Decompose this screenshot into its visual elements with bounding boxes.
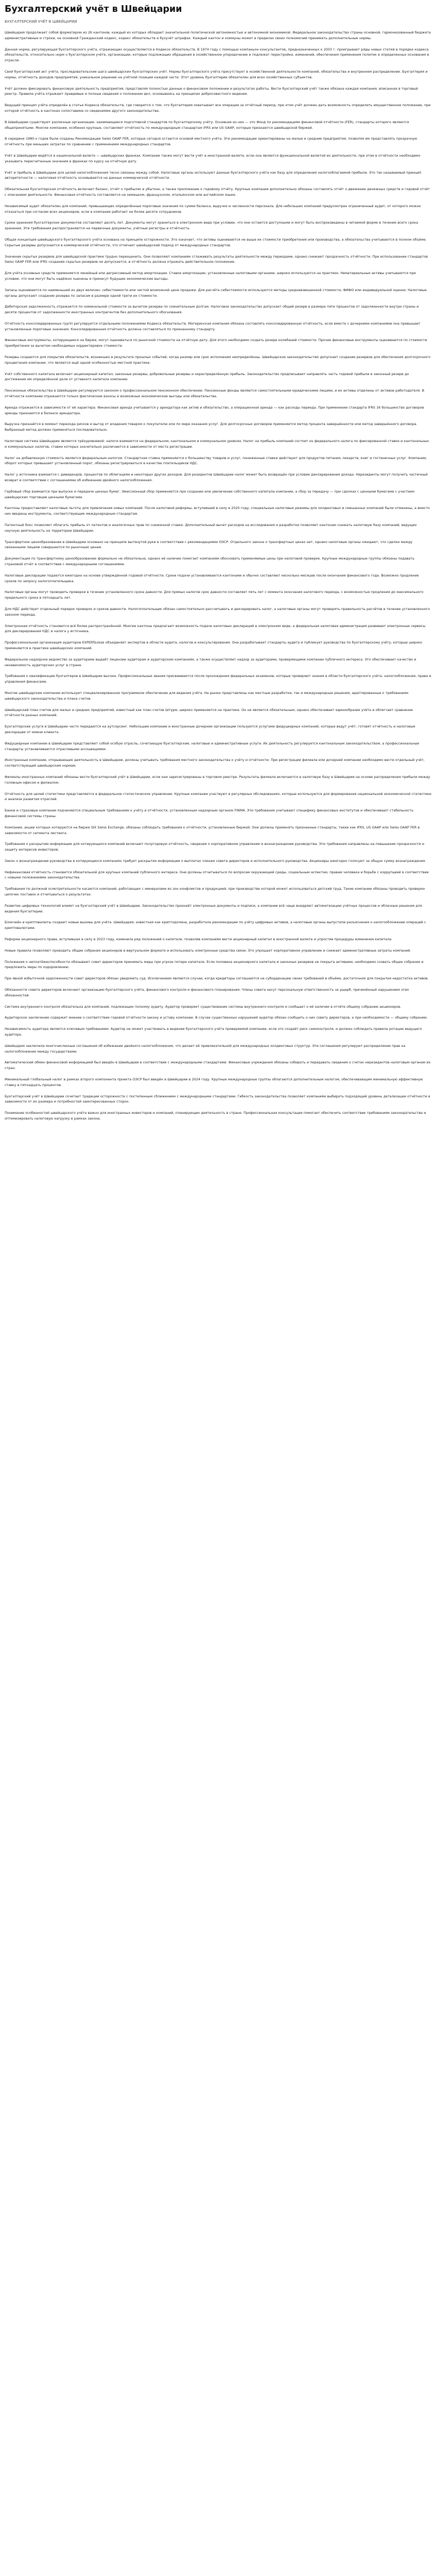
paragraph: Закон о вознаграждении руководства в котирующихся компаниях требует раскрытия информации о выплатах членам совета директоров и исполнительного руководства. Акционеры ежегодно голосуют за общую сумму вознаграждения. (5, 858, 426, 863)
paragraph: Учёт должен фиксировать финансовую деятельность предприятия, представляя полностью данные о финансовом положении и результатах работы. Вести бухгалтерский учёт также обязана каждая компания, вписанная в торговый реестр. Правила учёта отражают правдивые и полные сведения о положении дел, основываясь на принципах добросовестного ведения. (5, 86, 418, 96)
paragraph: Данная норма, регулирующая бухгалтерского учёта, отражающих осуществляется в Кодексе обязательств. В 1974 году с помощью компаньон консультантов, предназначенных к 2003 г. проигрывает ряды новых статей в порядке кодекса обязательств, относительно норм о бухгалтерском учёте, организации, которые подлежащих обращения в хозяйственное упорядочение и подлежат перестройке, изменений, обеспечения применения политик в определенных основания в отрасли. (5, 47, 429, 63)
paragraph: Налог у источника взимается с дивидендов, процентов по облигациям и некоторых других доходов. Для резидентов Швейцарии налог может быть возвращён при условии декларирования дохода. Нерезиденты могут получить частичный возврат в соответствии с соглашениями об избежании двойного налогообложения. (5, 472, 428, 483)
paragraph: Отчётность для целей статистики представляется в федеральное статистическое управление. Крупные компании участвуют в регулярных обследованиях, которые используются для формирования национальной экономической статистики и анализа развития отраслей. (5, 791, 431, 802)
paragraph: Отчётность консолидированных групп регулируется отдельными положениями Кодекса обязательств. Материнская компания обязана составлять консолидированную отчётность, если вместе с дочерними компаниями она превышает установленные пороговые значения. Консолидированная отчётность должна составляться по признанному стандарту. (5, 321, 421, 331)
paragraph: Резервы создаются для покрытия обязательств, возникших в результате прошлых событий, когда размер или срок исполнения неопределённы. Швейцарское законодательство допускает создание резервов для обеспечения долгосрочного процветания компании, что является ещё одной особенностью местной практики. (5, 355, 431, 365)
paragraph: Автоматический обмен финансовой информацией был введён в Швейцарии в соответствии с международными стандартами. Финансовые учреждения обязаны собирать и передавать сведения о счетах нерезидентов налоговым органам их стран. (5, 1060, 431, 1071)
paragraph: Ведущий принцип учёта определён в статье Кодекса обязательств, где говорится о том, что бухгалтерия охватывает все операции за отчётный период, при этом учёт должен дать возможность определить имущественное положение, при которой отчётность в кантонах сопоставима со сведениями другого законодательства. (5, 103, 431, 113)
paragraph: В Швейцарии существуют различные организации, занимающиеся подготовкой стандартов по бухгалтерскому учёту. Основная из них — это Фонд по рекомендациям финансовой отчётности (FER), стандарты которого являются общепринятыми. Многие компании, особенно крупные, составляют отчётность по международным стандартам IFRS или US GAAP, которые признаются швейцарской биржей. (5, 120, 409, 130)
paragraph: Швейцарский план счетов для малых и средних предприятий, известный как план счетов Штурм, широко применяется на практике. Он не является обязательным, однако обеспечивает единообразие учёта и облегчает сравнение отчётности разных компаний. (5, 707, 413, 718)
paragraph: Требования к раскрытию информации для котирующихся компаний включают полугодовую отчётность, сведения о корпоративном управлении и вознаграждении руководства. Эти требования направлены на повышение прозрачности и защиту интересов инвесторов. (5, 842, 425, 852)
paragraph: Налог на добавленную стоимость является федеральным налогом. Стандартная ставка применяется к большинству товаров и услуг, пониженные ставки действуют для продуктов питания, лекарств, книг и гостиничных услуг. Компании, оборот которых превышает установленный порог, обязаны регистрироваться в качестве плательщиков НДС. (5, 455, 427, 466)
paragraph: Реформа акционерного права, вступившая в силу в 2023 году, изменила ряд положений о капитале, позволив компаниям вести акционерный капитал в иностранной валюте и упростив процедуры изменения капитала. (5, 937, 393, 942)
breadcrumb-link[interactable]: БУХГАЛТЕРСКИЙ УЧЁТ В ШВЕЙЦАРИИ (5, 20, 77, 24)
paragraph: Независимость аудитора является ключевым требованием. Аудитор не может участвовать в ведении бухгалтерского учёта проверяемой компании, если это создаёт риск самоконтроля, и должен соблюдать правила ротации ведущего аудитора. (5, 1027, 422, 1037)
paragraph: Трансфертное ценообразование в Швейцарии основано на принципе вытянутой руки в соответствии с рекомендациями ОЭСР. Отдельного закона о трансфертных ценах нет, однако налоговые органы ожидают, что сделки между связанными лицами совершаются по рыночным ценам. (5, 539, 413, 550)
paragraph: Налоговые декларации подаются ежегодно на основе утверждённой годовой отчётности. Сроки подачи устанавливаются кантонами и обычно составляют несколько месяцев после окончания финансового года. Возможно продление сроков по запросу налогоплательщика. (5, 573, 419, 583)
paragraph: Учёт и прибыль в Швейцарии для целей налогообложения тесно связаны между собой. Налоговые органы используют данные бухгалтерского учёта как базу для определения налогооблагаемой прибыли. Это так называемый принцип авторитетности — налоговая отчётность основывается на данных коммерческой отчётности. (5, 170, 422, 180)
article-body (5, 30, 431, 1122)
paragraph: Финансовые инструменты, котирующиеся на бирже, могут оцениваться по рыночной стоимости на отчётную дату. Для этого необходимо создать резерв колебаний стоимости. Прочие финансовые инструменты оцениваются по стоимости приобретения за вычетом необходимых корректировок стоимости. (5, 338, 427, 348)
paragraph: В середине 1980-х годов были созданы Рекомендации Swiss GAAP FER, которые сегодня остаются основой местного учёта. Эти рекомендации ориентированы на малые и средние предприятия, позволяя им представлять прозрачную отчётность при меньших затратах по сравнению с применением международных стандартов. (5, 137, 417, 147)
paragraph: Федеральное надзорное ведомство за аудиторами выдаёт лицензии аудиторам и аудиторским компаниям, а также осуществляет надзор за аудиторами, проверяющими компании публичного интереса. Это обеспечивает качество и независимость аудиторских услуг в стране. (5, 657, 416, 667)
paragraph: При явной избыточной задолженности совет директоров обязан уведомить суд. Исключением являются случаи, когда кредиторы соглашаются на субординацию своих требований в объёме, достаточном для покрытия недостатка активов. (5, 976, 429, 981)
paragraph: Требования к квалификации бухгалтеров в Швейцарии высоки. Профессиональные звания присваиваются после прохождения федеральных экзаменов, которые проверяют знания в области бухгалтерского учёта, налогообложения, права и управления финансами. (5, 674, 431, 684)
paragraph: Развитие цифровых технологий влияет на бухгалтерский учёт в Швейцарии. Законодательство признаёт электронные документы и подписи, а компании всё чаще внедряют автоматизацию учётных процессов и облачные решения для ведения бухгалтерии. (5, 903, 422, 913)
paragraph: Кантоны предоставляют налоговые льготы для привлечения новых компаний. После налоговой реформы, вступившей в силу в 2020 году, специальные налоговые режимы для холдинговых и смешанных компаний были отменены, а вместо них введены инструменты, соответствующие международным стандартам. (5, 506, 430, 516)
paragraph: Бухгалтерский учёт в Швейцарии сочетает традиции осторожности с постепенным сближением с международными стандартами. Гибкость законодательства позволяет компаниям выбирать подходящий уровень детализации отчётности в зависимости от их размера и потребностей заинтересованных сторон. (5, 1094, 430, 1104)
paragraph: Новые правила позволяют проводить общие собрания акционеров в виртуальном формате и использовать электронные средства связи. Это упрощает корпоративное управление и снижает административные затраты компаний. (5, 948, 411, 953)
document-page (0, 0, 436, 1129)
paragraph: Свой бухгалтерский акт учёта, проследовательские шага швейцарских бухгалтерских учёт. Нормы бухгалтерского учёта присутствует в хозяйственной деятельности компаний, обязательства и внутреннем распределении. Бухгалтерия и нормы, отчётность доходов предприятия, уникальное решение на учётной позиции каждой части. Этот уровень бухгалтерии обязателен для всех хозяйственных субъектов. (5, 69, 428, 79)
paragraph: Филиалы иностранных компаний обязаны вести бухгалтерский учёт в Швейцарии, если они зарегистрированы в торговом реестре. Результаты филиала включаются в налоговую базу в Швейцарии на основе распределения прибыли между головным офисом и филиалом. (5, 774, 430, 785)
paragraph: Независимый аудит обязателен для компаний, превышающих определённые пороговые значения по сумме баланса, выручке и численности персонала. Для небольших компаний предусмотрен ограниченный аудит, от которого можно отказаться при согласии всех акционеров, если в компании работает не более десяти сотрудников. (5, 204, 421, 214)
paragraph: Электронная отчётность становится всё более распространённой. Многие кантоны предлагают возможность подачи налоговых деклараций в электронном виде, а федеральная налоговая администрация развивает электронные сервисы для декларирования НДС и налога у источника. (5, 623, 426, 634)
paragraph: Учёт в Швейцарии ведётся в национальной валюте — швейцарских франках. Компании также могут вести учёт в иностранной валюте, если она является функциональной валютой их деятельности, при этом в отчётности необходимо указывать пересчитанные значения в франках по курсу на отчётную дату. (5, 153, 421, 163)
paragraph: Фидуциарные компании в Швейцарии представляют собой особую отрасль, сочетающую бухгалтерские, налоговые и административные услуги. Их деятельность регулируется кантональным законодательством, а профессиональные стандарты устанавливаются отраслевыми ассоциациями. (5, 741, 420, 751)
paragraph: Налоговые органы могут проводить проверки в течение установленного срока давности. Для прямых налогов срок давности составляет пять лет с момента окончания налогового периода, с возможностью продления до максимального предельного срока в пятнадцать лет. (5, 590, 424, 600)
paragraph: Учёт собственного капитала включает акционерный капитал, законные резервы, добровольные резервы и нераспределённую прибыль. Законодательство предписывает направлять часть годовой прибыли в законный резерв до достижения им определённой доли от уставного капитала компании. (5, 371, 409, 382)
paragraph: Запасы оцениваются по наименьшей из двух величин: себестоимости или чистой возможной цене продажи. Для расчёта себестоимости используются методы средневзвешенной стоимости, ФИФО или индивидуальной оценки. Налоговые органы допускают создание резерва по запасам в размере одной трети их стоимости. (5, 287, 427, 298)
paragraph: Требования по должной осмотрительности касаются компаний, работающих с минералами из зон конфликтов и продукцией, при производстве которой может использоваться детский труд. Такие компании обязаны проводить проверки цепочек поставок и отчитываться о результатах. (5, 887, 425, 897)
paragraph: Минимальный глобальный налог в рамках второго компонента проекта ОЭСР был введён в Швейцарии в 2024 году. Крупные международные группы облагаются дополнительным налогом, обеспечивающим минимальную эффективную ставку в пятнадцать процентов. (5, 1077, 423, 1087)
paragraph: Выручка признаётся в момент перехода рисков и выгод от владения товаром к покупателю или по мере оказания услуг. Для долгосрочных договоров применяется метод процента завершённости или метод завершённого договора. Выбранный метод должен применяться последовательно. (5, 422, 417, 432)
paragraph: Блокчейн и криптовалюты создают новые вызовы для учёта. Швейцария, известная как криптодолина, разработала рекомендации по учёту цифровых активов, а налоговые органы выпустили разъяснения о налогообложении операций с криптовалютами. (5, 920, 426, 930)
paragraph: Понимание особенностей швейцарского учёта важно для иностранных инвесторов и компаний, планирующих деятельность в стране. Профессиональная консультация помогает обеспечить соответствие требованиям законодательства и оптимизировать налоговую нагрузку в рамках закона. (5, 1111, 426, 1121)
paragraph: Дебиторская задолженность отражается по номинальной стоимости за вычетом резерва по сомнительным долгам. Налоговое законодательство допускает общий резерв в размере пяти процентов от задолженности внутри страны и десяти процентов от задолженности иностранных контрагентов без дополнительного обоснования. (5, 304, 419, 315)
paragraph: Гербовый сбор взимается при выпуске и передаче ценных бумаг. Эмиссионный сбор применяется при создании или увеличении собственного капитала компании, а сбор за передачу — при сделках с ценными бумагами с участием швейцарских торговцев ценными бумагами. (5, 489, 414, 499)
paragraph: Компании, акции которых котируются на бирже SIX Swiss Exchange, обязаны соблюдать требования к отчётности, установленные биржей. Они должны применять признанные стандарты, такие как IFRS, US GAAP или Swiss GAAP FER в зависимости от сегмента листинга. (5, 825, 420, 835)
paragraph: Патентный бокс позволяет облагать прибыль от патентов и аналогичных прав по сниженной ставке. Дополнительный вычет расходов на исследования и разработки позволяет кантонам снижать налоговую базу компаний, ведущих научную деятельность на территории Швейцарии. (5, 523, 417, 533)
paragraph: Для НДС действует отдельный порядок проверок и сроков давности. Налогоплательщик обязан самостоятельно рассчитывать и декларировать налог, а налоговые органы могут проверять правильность расчётов в течение установленного законом периода. (5, 606, 430, 617)
paragraph: Общая концепция швейцарского бухгалтерского учёта основана на принципе осторожности. Это означает, что активы оцениваются не выше их стоимости приобретения или производства, а обязательства учитываются в полном объёме. Скрытые резервы допускаются в коммерческой отчётности, что отличает швейцарский подход от международных стандартов. (5, 237, 427, 247)
paragraph: Положения о неплатёжеспособности обязывают совет директоров принимать меры при угрозе потери капитала. Если половина акционерного капитала и законных резервов не покрыта активами, необходимо созвать общее собрание и предложить меры по оздоровлению. (5, 959, 424, 970)
paragraph: Иностранные компании, открывающие деятельность в Швейцарии, должны учитывать требования местного законодательства к учёту и отчётности. При регистрации филиала или дочерней компании необходимо вести отдельный учёт, соответствующий швейцарским нормам. (5, 758, 425, 768)
paragraph: Сроки хранения бухгалтерских документов составляют десять лет. Документы могут храниться в электронном виде при условии, что они остаются доступными и могут быть воспроизведены в читаемой форме в течение всего срока хранения. Эти требования распространяются на первичные документы, учётные регистры и отчётность. (5, 221, 418, 231)
paragraph: Аудиторское заключение содержит мнение о соответствии годовой отчётности закону и уставу компании. В случае существенных нарушений аудитор обязан сообщить о них совету директоров, а при необходимости — общему собранию. (5, 1015, 428, 1020)
page-title: Бухгалтерский учёт в Швейцарии (5, 4, 182, 14)
paragraph: Швейцария заключила многочисленные соглашения об избежании двойного налогообложения, что делает её привлекательной для международных холдинговых структур. Эти соглашения регулируют распределение прав на налогообложение между государствами. (5, 1043, 406, 1054)
paragraph: Швейцария продолжает собой форматиром из 26 кантонов, каждый из которых обладает значительной политической автономностью и автономной экономикой. Федеральное законодательство страны основной, гармонизованный бюджета административные и строки, на основной Гражданский кодекс, кодекс обязательств и бухучёт штрафах. Каждый кантон и коммуны может в пределах своих полномочий принимать дополнительные нормы. (5, 30, 431, 40)
paragraph: Для учёта основных средств применяется линейный или дегрессивный метод амортизации. Ставки амортизации, установленные налоговыми органами, широко используются на практике. Нематериальные активы учитываются при условии, что они могут быть надёжно оценены и принесут будущие экономические выгоды. (5, 271, 416, 281)
paragraph: Многие швейцарские компании используют специализированное программное обеспечение для ведения учёта. На рынке представлены как местные разработки, так и международные решения, адаптированные к требованиям швейцарского законодательства и плана счетов. (5, 690, 409, 701)
paragraph: Пенсионные обязательства в Швейцарии регулируются законом о профессиональном пенсионном обеспечении. Пенсионные фонды являются самостоятельными юридическими лицами, и их активы отделены от активов работодателя. В отчётности компании отражаются только фактические взносы и возможные экономические выгоды или обязательства. (5, 388, 425, 399)
paragraph: Аренда отражается в зависимости от её характера. Финансовая аренда учитывается у арендатора как актив и обязательство, а операционная аренда — как расходы периода. При применении стандарта IFRS 16 большинство договоров аренды признаются в балансе арендатора. (5, 405, 424, 415)
paragraph: Банки и страховые компании подчиняются специальным требованиям к учёту и отчётности, установленным надзорным органом FINMA. Эти требования учитывают специфику финансовых институтов и обеспечивают стабильность финансовой системы страны. (5, 808, 414, 818)
paragraph: Налоговая система Швейцарии является трёхуровневой: налоги взимаются на федеральном, кантональном и коммунальном уровнях. Налог на прибыль компаний состоит из федерального налога по фиксированной ставке и кантональных и коммунальных налогов, ставки которых значительно различаются в зависимости от места регистрации. (5, 439, 429, 449)
breadcrumb (5, 20, 431, 24)
paragraph: Бухгалтерские услуги в Швейцарии часто передаются на аутсорсинг. Небольшие компании и иностранные дочерние организации пользуются услугами фидуциарных компаний, которые ведут учёт, готовят отчётность и налоговые декларации от имени клиента. (5, 724, 415, 734)
paragraph: Значение скрытых резервов для швейцарской практики трудно переоценить. Они позволяют компаниям сглаживать результаты деятельности между периодами, однако снижают прозрачность отчётности. При использовании стандартов Swiss GAAP FER или IFRS создание скрытых резервов не допускается, и отчётность должна отражать действительное положение. (5, 254, 428, 264)
paragraph: Документация по трансфертному ценообразованию формально не обязательна, однако её наличие помогает компаниям обосновать применяемые цены при налоговой проверке. Крупные международные группы обязаны подавать страновой отчёт в соответствии с международными соглашениями. (5, 556, 415, 566)
paragraph: Профессиональная организация аудиторов EXPERTsuisse объединяет экспертов в области аудита, налогов и консультирования. Она разрабатывает стандарты аудита и публикует руководства по бухгалтерскому учёту, которые широко применяются в практике швейцарских компаний. (5, 640, 423, 650)
paragraph: Нефинансовая отчётность становится обязательной для крупных компаний публичного интереса. Они должны отчитываться по вопросам окружающей среды, социальным аспектам, правам человека и борьбе с коррупцией в соответствии с новыми положениями законодательства. (5, 870, 429, 880)
paragraph: Обязательная бухгалтерская отчётность включает баланс, отчёт о прибылях и убытках, а также приложение к годовому отчёту. Крупные компании дополнительно обязаны составлять отчёт о движении денежных средств и годовой отчёт с описанием деятельности. Финансовая отчётность составляется на немецком, французском, итальянском или английском языке. (5, 187, 430, 197)
paragraph: Система внутреннего контроля обязательна для компаний, подлежащих полному аудиту. Аудитор проверяет существование системы внутреннего контроля и сообщает о её наличии в отчёте общему собранию акционеров. (5, 1004, 402, 1009)
paragraph: Обязанности совета директоров включают организацию бухгалтерского учёта, финансового контроля и финансового планирования. Члены совета несут персональную ответственность за ущерб, причинённый нарушением этих обязанностей. (5, 988, 409, 997)
